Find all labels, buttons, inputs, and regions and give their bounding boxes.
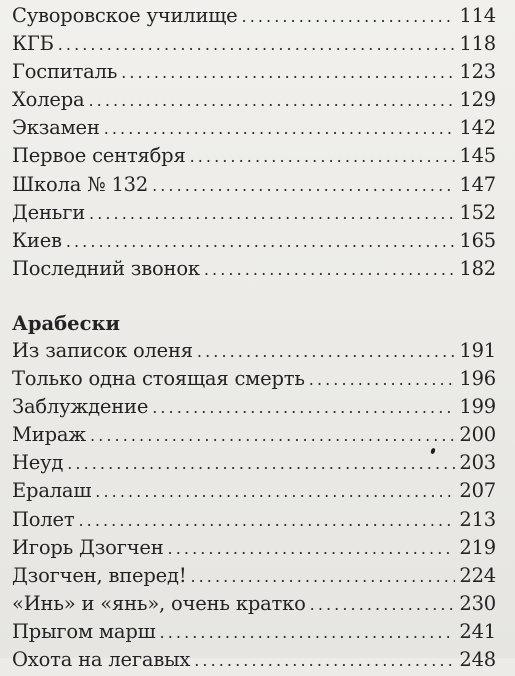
- toc-entry: [12, 423, 496, 451]
- toc-entry: [12, 4, 496, 32]
- toc-entry-page: 219: [459, 535, 496, 559]
- toc-entry-page: 200: [459, 423, 496, 447]
- dot-leader: [197, 342, 455, 361]
- toc-entry: [12, 144, 496, 172]
- toc-entry-page: 145: [459, 144, 496, 168]
- toc-entry-title: Прыгом марш: [12, 619, 156, 643]
- toc-entry: [12, 116, 496, 144]
- dot-leader: [190, 567, 455, 586]
- dot-leader: [190, 147, 456, 166]
- toc-entry-title: Киев: [12, 228, 62, 252]
- toc-entry-page: 224: [459, 563, 496, 587]
- dot-leader: [58, 35, 456, 54]
- dot-leader: [78, 511, 455, 530]
- toc-section-arabeski: [12, 310, 496, 676]
- toc-entry: [12, 173, 496, 201]
- dot-leader: [88, 91, 455, 110]
- toc-entry-page: 142: [459, 116, 496, 140]
- toc-entry-title: Первое сентября: [12, 144, 186, 168]
- toc-entry-title: Заблуждение: [12, 395, 149, 419]
- toc-entry-page: 152: [459, 200, 496, 224]
- toc-entry-page: 213: [459, 507, 496, 531]
- toc-entry-title: Дзогчен, вперед!: [12, 563, 187, 587]
- toc-entry: [12, 257, 496, 285]
- toc-entry-title: Полет: [12, 507, 75, 531]
- toc-entry-page: 129: [459, 88, 496, 112]
- dot-leader: [90, 426, 455, 445]
- toc-entry: [12, 395, 496, 423]
- toc-entry-title: КГБ: [12, 32, 54, 56]
- dot-leader: [66, 232, 456, 251]
- toc-entry-title: Ералаш: [12, 479, 92, 503]
- toc-entry-title: Только одна стоящая смерть: [12, 367, 305, 391]
- dot-leader: [310, 595, 456, 614]
- toc-entry-title: Суворовское училище: [12, 4, 238, 27]
- dot-leader: [160, 623, 456, 642]
- toc-entry-page: 114: [459, 4, 496, 27]
- toc-entry: [12, 88, 496, 116]
- toc-entry: [12, 451, 496, 479]
- dot-leader: [242, 7, 456, 26]
- toc-entry-title: Неуд: [12, 451, 64, 475]
- toc-entry-title: Деньги: [12, 200, 86, 224]
- dot-leader: [67, 454, 455, 473]
- dot-leader: [152, 176, 455, 195]
- toc-entry-page: 230: [459, 591, 496, 615]
- toc-entry-title: Последний звонок: [12, 256, 200, 280]
- toc-entry: [12, 60, 496, 88]
- toc-entry-page: 191: [459, 339, 496, 362]
- toc-entry: [12, 508, 496, 536]
- toc-entry-title: «Инь» и «янь», очень кратко: [12, 591, 306, 615]
- toc-entry: [12, 32, 496, 60]
- toc-entry: [12, 536, 496, 564]
- toc-entry-page: 248: [459, 648, 496, 672]
- dot-leader: [121, 63, 455, 82]
- toc-entry-title: Школа № 132: [12, 172, 149, 196]
- dot-leader: [95, 482, 455, 501]
- toc-entry-page: 123: [459, 60, 496, 84]
- toc-entry: [12, 229, 496, 257]
- toc-entry: [12, 201, 496, 229]
- toc-entry-title: Охота на легавых: [12, 648, 191, 672]
- toc-entry: [12, 339, 496, 367]
- dot-leader: [152, 398, 455, 417]
- toc-entry: [12, 592, 496, 620]
- toc-entry-page: 118: [459, 32, 496, 56]
- toc-entry: [12, 564, 496, 592]
- toc-list-top: [12, 4, 496, 285]
- toc-entry-page: 147: [459, 172, 496, 196]
- toc-entry-page: 203: [459, 451, 496, 475]
- section-heading: Арабески: [12, 312, 120, 335]
- dot-leader: [89, 204, 455, 223]
- toc-entry-page: 196: [459, 367, 496, 391]
- toc-entry: [12, 620, 496, 648]
- toc-entry: [12, 367, 496, 395]
- toc-entry-page: 199: [459, 395, 496, 419]
- dot-leader: [168, 539, 456, 558]
- toc-entry-title: Холера: [12, 88, 85, 112]
- dot-leader: [309, 370, 456, 389]
- toc-entry-page: 165: [459, 228, 496, 252]
- toc-entry-page: 207: [459, 479, 496, 503]
- toc-entry: [12, 648, 496, 676]
- toc-entry: [12, 479, 496, 507]
- toc-entry-page: 241: [459, 619, 496, 643]
- toc-entry-title: Мираж: [12, 423, 87, 447]
- toc-entry-page: 182: [459, 256, 496, 280]
- dot-leader: [104, 119, 456, 138]
- toc-entry-title: Экзамен: [12, 116, 100, 140]
- toc-entry-title: Игорь Дзогчен: [12, 535, 164, 559]
- toc-entry-title: Госпиталь: [12, 60, 118, 84]
- dot-leader: [194, 651, 455, 670]
- toc-entry-title: Из записок оленя: [12, 339, 193, 362]
- dot-leader: [204, 260, 456, 279]
